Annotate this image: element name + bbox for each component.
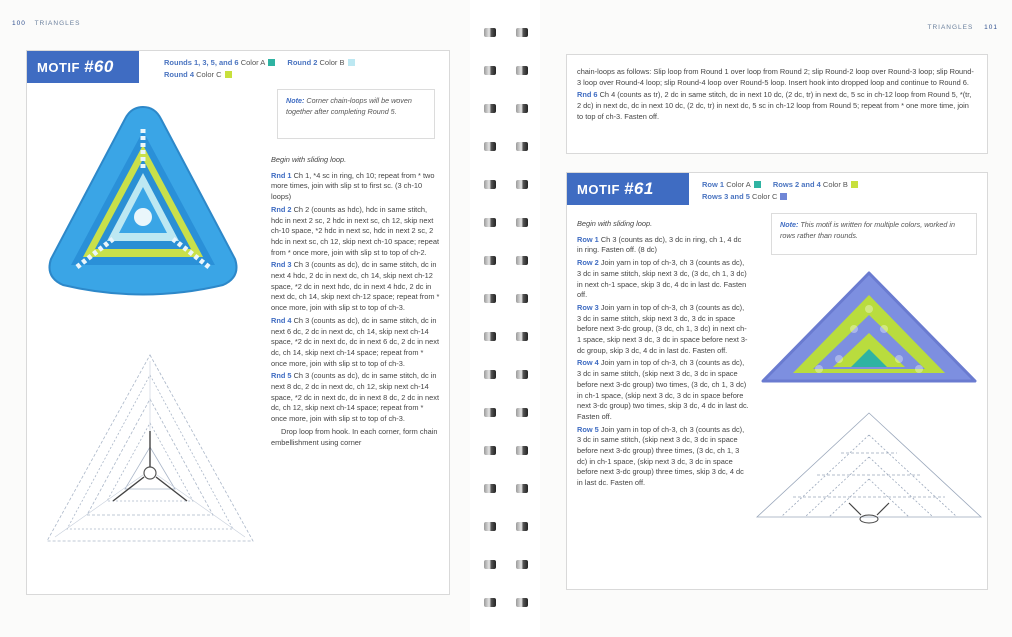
motif-61-photo [759,269,979,389]
motif-label: MOTIF [577,181,620,197]
row-label: Row 4 [577,358,599,368]
binding-coil [516,104,528,113]
color-a-swatch [754,181,761,188]
binding-coil [516,256,528,265]
binding-coil [484,332,496,341]
binding-coil [516,370,528,379]
binding-coil [484,560,496,569]
binding-coil [516,446,528,455]
binding-coil [516,332,528,341]
note-label: Note: [286,96,305,105]
round-text: Ch 3 (counts as dc), dc in same stitch, dc in next 4 hdc, 2 dc in next dc, ch 14, skip next ch-12 space, *2 dc in next hdc, dc in next 4 hdc, 2 dc in next dc, ch 14, skip next ch-12 space; repeat from * once more, join with slip st to top of ch-3. [271,260,440,313]
row-text: Join yarn in top of ch-3, ch 3 (counts as dc), 3 dc in same stitch, skip next 3 dc, 3 dc in space before next 3-dc group, (3 dc, ch 1, 3 dc) in next ch-1 space, skip next 3 dc, 3 dc in space before next 3-dc group, skip 3 dc, 4 dc in last dc. Fasten off. [577,302,748,355]
right-running-header [927,24,998,31]
left-page-number: 100 [12,20,26,27]
row-5 [577,425,749,489]
round-1 [271,171,441,203]
binding-coil [484,66,496,75]
legend-color-name: Color B [822,180,848,189]
round-label: Rnd 3 [271,260,292,270]
color-b-swatch [348,59,355,66]
row-text: Join yarn in top of ch-3, ch 3 (counts as dc), 3 dc in same stitch, (skip next 3 dc, 3 dc in space before next 3-dc group) three times, (3 dc, ch 1, 3 dc) in ch-1 space, (skip next 3 dc, 3 dc in space before next 3-dc group) three times, skip 3 dc, 4 dc in last dc. Fasten off. [577,424,745,488]
legend-color-name: Color C [752,192,778,201]
motif-60-instructions [271,155,441,450]
motif-61-note [771,213,977,255]
row-label: Row 2 [577,258,599,268]
motif-61-stitch-diagram [753,409,985,529]
right-section-title: TRIANGLES [927,24,974,31]
binding-coil [484,294,496,303]
round-3 [271,260,441,314]
binding-coil [516,28,528,37]
note-text: This motif is written for multiple colors, worked in rows rather than rounds. [780,220,955,240]
binding-coil [484,104,496,113]
binding-coil [516,180,528,189]
binding-coil [516,484,528,493]
binding-coil [484,180,496,189]
legend-rounds: Round 4 [164,70,194,79]
binding-coil [484,408,496,417]
legend-color-name: Color B [319,58,345,67]
binding-coil [484,256,496,265]
binding-coil [516,598,528,607]
round-text: Ch 2 (counts as hdc), hdc in same stitch, hdc in next 2 sc, 2 hdc in next sc, ch 12, skip next ch-10 space, *2 hdc in next sc, hdc in next 2 sc, 2 hdc in next sc, ch 12, skip next ch-10 space; repeat from * once more, join with slip st to top of ch-2. [271,204,440,257]
legend-color-name: Color C [196,70,222,79]
motif-number: #61 [623,179,654,198]
binding-coil [484,446,496,455]
round-label: Rnd 6 [577,90,598,100]
binding-coil [516,218,528,227]
round-text: Ch 3 (counts as dc), dc in same stitch, dc in next 6 dc, 2 dc in next dc, ch 14, skip next ch-14 space, *2 dc in next dc, dc in next 6 dc, 2 dc in next dc, ch 14, skip next ch-14 space; repeat from * once more, join with slip st to top of ch-3. [271,315,440,368]
binding-coil [516,66,528,75]
binding-coil [484,598,496,607]
right-page-number: 101 [984,24,998,31]
motif-label: MOTIF [37,59,80,75]
binding-coil [484,522,496,531]
motif-61-color-legend [702,179,982,203]
round-5 [271,371,441,425]
row-2 [577,258,749,301]
legend-rounds: Row 1 [702,180,725,189]
round-label: Rnd 4 [271,315,292,325]
color-b-swatch [851,181,858,188]
row-label: Row 3 [577,302,599,312]
round-6 [577,90,977,122]
row-label: Row 1 [577,234,599,244]
binding-coil [516,142,528,151]
binding-coil [484,142,496,151]
motif-60-box [26,50,450,595]
binding-coil [484,484,496,493]
round-text: Ch 4 (counts as tr), 2 dc in same stitch, dc in next 10 dc, (2 dc, tr) in next dc, 5 sc in ch-12 loop from Round 5, *(tr, 2 dc) in next dc, dc in next 10 dc, (2 dc, tr) in next dc, 5 sc in ch-12 loop from Round 5; repeat from * one more time, join to top of ch-3. Fasten off. [577,90,972,121]
round-label: Rnd 5 [271,371,292,381]
motif-60-stitch-diagram [43,351,258,551]
left-page [0,0,470,637]
binding-coil [484,370,496,379]
row-text: Join yarn in top of ch-3, ch 3 (counts as dc), 3 dc in same stitch, skip next 3 dc, (3 dc, ch 1, 3 dc) in next ch-1 space, skip 3 dc, 4 dc in last dc. Fasten off. [577,258,747,300]
left-running-header [12,20,80,27]
round-text: Ch 1, *4 sc in ring, ch 10; repeat from * two more times, join with slip st to first sc. (3 ch-10 loops) [271,170,435,202]
legend-rounds: Rows 2 and 4 [772,180,821,189]
row-text: Join yarn in top of ch-3, ch 3 (counts as dc), 3 dc in same stitch, (skip next 3 dc, 3 dc in space before next 3-dc group) two times, (3 dc, ch 1, 3 dc) in ch-1 space, (skip next 3 dc, 3 dc in space before next 3-dc group) two times, skip 3 dc, 4 dc in last dc. Fasten off. [577,358,749,421]
binding-coil [516,560,528,569]
legend-rounds: Rows 3 and 5 [702,192,750,201]
motif-60-badge [27,51,139,83]
note-text: Corner chain-loops will be woven together after completing Round 5. [286,96,412,116]
motif-number: #60 [83,57,114,76]
legend-color-name: Color A [726,180,751,189]
row-3 [577,303,749,357]
binding-coil [484,28,496,37]
round-2 [271,205,441,259]
motif-61-instructions [577,219,749,491]
round-text: Ch 3 (counts as dc), dc in same stitch, dc in next 8 dc, 2 dc in next dc, ch 12, skip next ch-14 space, *2 dc in next dc, dc in next 8 dc, 2 dc in next dc, ch 12, skip next ch-14 space; repeat from * once more, join with slip st to top of ch-3. [271,371,440,424]
row-text: Ch 3 (counts as dc), 3 dc in ring, ch 1, 4 dc in ring. Fasten off. (8 dc) [577,234,742,255]
spiral-binding [470,0,540,637]
motif-61-badge [567,173,689,205]
binding-coil [516,408,528,417]
left-section-title: TRIANGLES [34,20,81,27]
row-label: Row 5 [577,424,599,434]
legend-rounds: Rounds 1, 3, 5, and 6 [164,58,239,67]
continuation-text: chain-loops as follows: Slip loop from Round 1 over loop from Round 2; slip Round-2 loop over Round-3 loop; slip Round-3 loop over Round-4 loop; slip Round-4 loop over Round-5 loop. Insert hook into dropped loop and continue to Round 6. [577,67,974,87]
round-label: Rnd 1 [271,170,292,180]
legend-color-name: Color A [240,58,266,67]
start-instruction: Begin with sliding loop. [271,155,347,164]
row-4 [577,358,749,422]
color-c-swatch [780,193,787,200]
binding-coil [484,218,496,227]
motif-60-color-legend [164,57,444,81]
continuation-instructions [577,67,977,125]
round-label: Rnd 2 [271,204,292,214]
motif-60-continuation-box [566,54,988,154]
closing-instruction: Drop loop from hook. In each corner, form chain embellishment using corner [271,426,438,447]
row-1 [577,235,749,256]
binding-coil [516,522,528,531]
color-a-swatch [268,59,275,66]
motif-61-box [566,172,988,590]
color-c-swatch [225,71,232,78]
legend-rounds: Round 2 [287,58,318,67]
right-page [540,0,1012,637]
round-4 [271,316,441,370]
binding-coil [516,294,528,303]
start-instruction: Begin with sliding loop. [577,219,653,228]
motif-60-note [277,89,435,139]
motif-60-photo [43,99,243,299]
note-label: Note: [780,220,799,229]
